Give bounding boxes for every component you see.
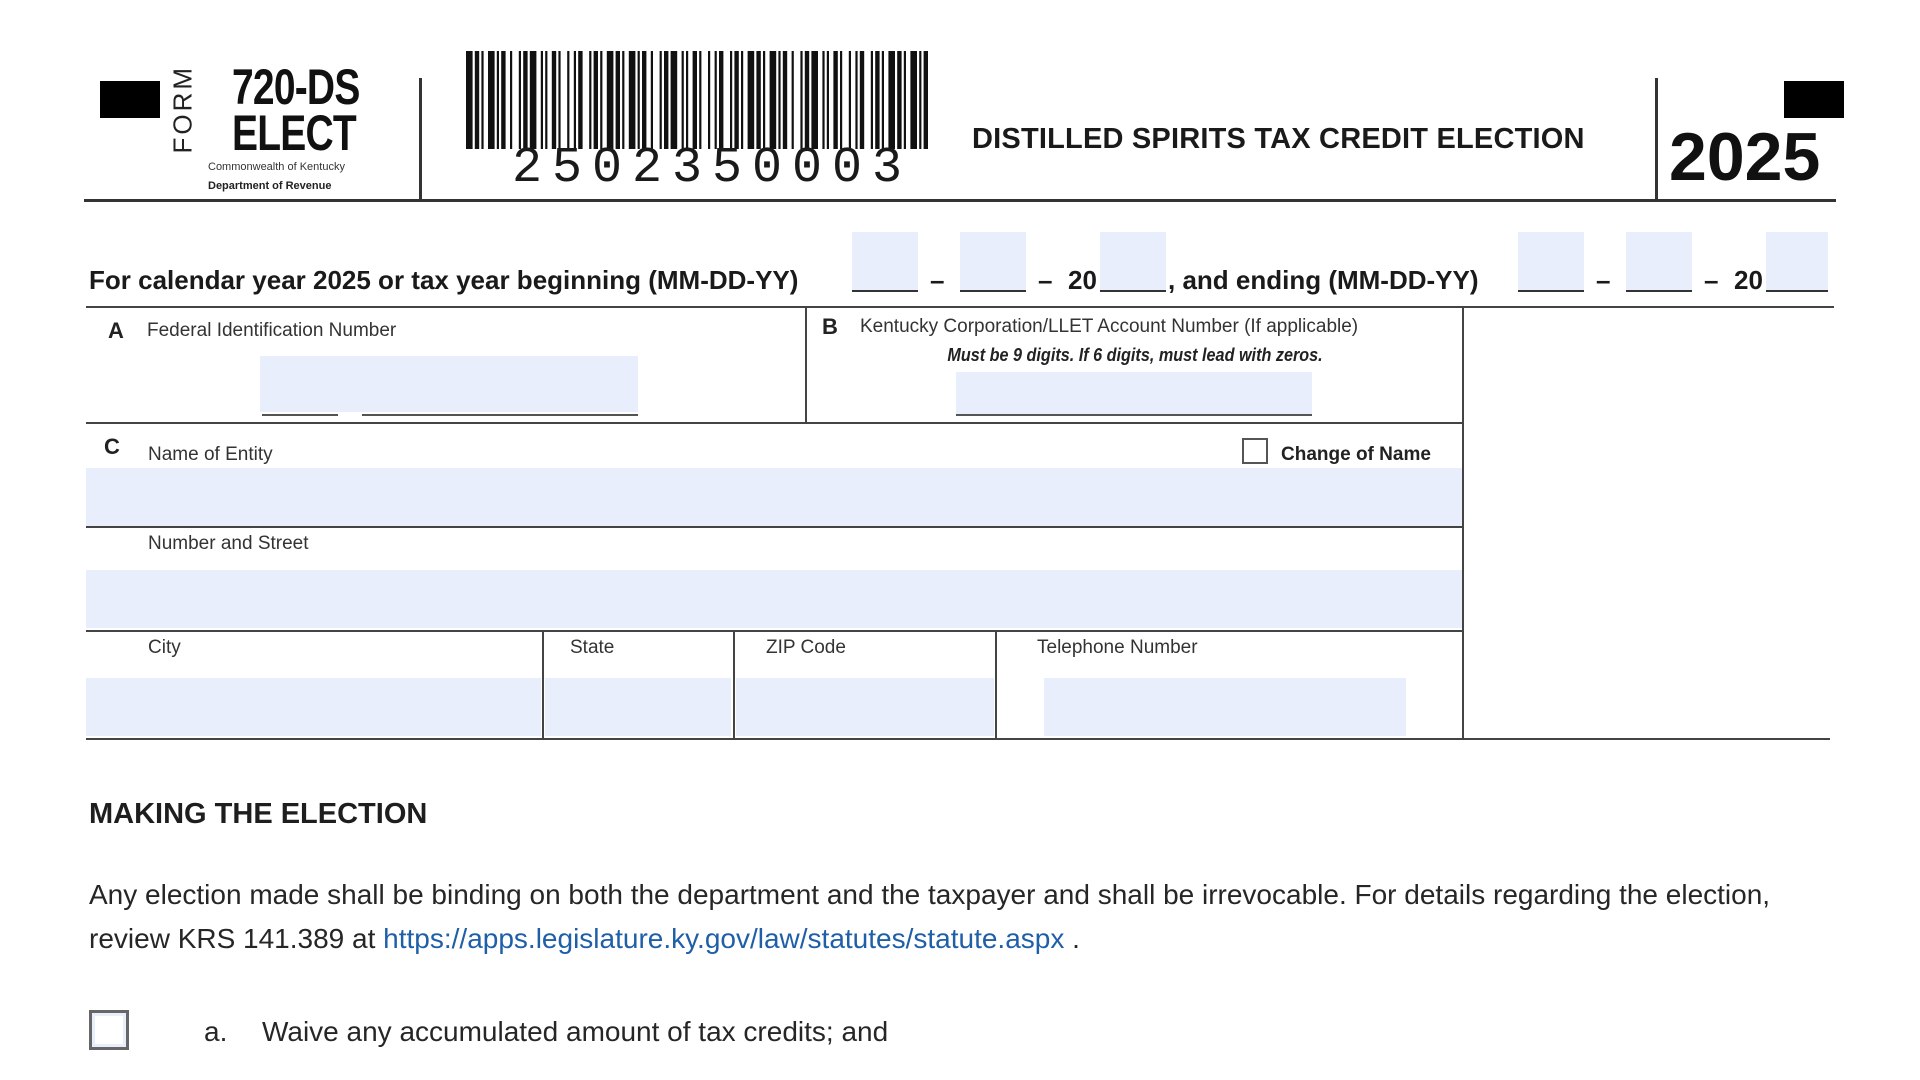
statute-link[interactable]: https://apps.legislature.ky.gov/law/statutes/statute.aspx — [383, 923, 1065, 954]
barcode-bar — [622, 51, 624, 149]
barcode-bar — [783, 51, 787, 149]
row-c-bottom-rule — [86, 526, 1464, 528]
barcode-bar — [833, 51, 837, 149]
option-a-letter: a. — [204, 1016, 228, 1047]
row-ab-bottom-rule — [86, 422, 1464, 424]
barcode-bar — [904, 51, 906, 149]
form-number-line1: 720-DS — [232, 59, 360, 115]
end-day-field[interactable] — [1626, 232, 1692, 290]
city-field[interactable] — [86, 678, 541, 736]
header-divider-1 — [419, 78, 422, 201]
barcode-bar — [770, 51, 777, 149]
begin-century: 20 — [1068, 265, 1097, 295]
barcode-bar — [699, 51, 701, 149]
form-year: 2025 — [1669, 119, 1821, 195]
barcode-bar — [558, 51, 560, 149]
barcode-bar — [481, 51, 483, 149]
registration-mark-right — [1784, 81, 1844, 118]
barcode-bar — [715, 51, 717, 149]
header-divider-2 — [1655, 78, 1658, 201]
end-day-blank — [1626, 290, 1692, 292]
barcode-bar — [616, 51, 620, 149]
grid-right-border — [1462, 308, 1464, 740]
barcode-bar — [719, 51, 723, 149]
state-field[interactable] — [545, 678, 731, 736]
barcode-bar — [741, 51, 743, 149]
barcode-bar — [875, 51, 879, 149]
barcode-bar — [530, 51, 537, 149]
barcode-bar — [748, 51, 755, 149]
barcode-bar — [475, 51, 479, 149]
barcode-bar — [545, 51, 547, 149]
barcode-bar — [882, 51, 884, 149]
barcode-bar — [574, 51, 576, 149]
barcode-bar — [897, 51, 901, 149]
end-dash-2: – — [1704, 265, 1719, 295]
divider-a-b — [805, 308, 807, 422]
barcode-bar — [849, 51, 851, 149]
row-street-bottom-rule — [86, 630, 1464, 632]
barcode-number: 2502350003 — [512, 140, 913, 197]
barcode-bar — [800, 51, 802, 149]
barcode-bar — [671, 51, 678, 149]
barcode-bar — [651, 51, 653, 149]
barcode-bar — [578, 51, 582, 149]
option-a-text: Waive any accumulated amount of tax credits; and — [262, 1016, 889, 1047]
header-bottom-rule — [84, 199, 1836, 202]
begin-day-blank — [960, 290, 1026, 292]
barcode-bar — [730, 51, 732, 149]
barcode-bar — [600, 51, 602, 149]
barcode-bar — [756, 51, 760, 149]
federal-id-field[interactable] — [260, 356, 638, 412]
barcode-bar — [589, 51, 591, 149]
field-a-label: Federal Identification Number — [147, 320, 397, 341]
barcode-bar — [708, 51, 710, 149]
begin-dash-1: – — [930, 265, 945, 295]
form-word: FORM — [167, 64, 198, 154]
barcode-bar — [682, 51, 684, 149]
phone-label: Telephone Number — [1037, 637, 1198, 658]
barcode-bar — [501, 51, 505, 149]
barcode-bar — [567, 51, 569, 149]
field-a-letter: A — [108, 318, 124, 343]
divider-state-zip — [733, 632, 735, 740]
field-c-label: Name of Entity — [148, 444, 273, 465]
barcode-bar — [855, 51, 857, 149]
barcode-bar — [827, 51, 829, 149]
barcode-bar — [888, 51, 895, 149]
ky-account-field[interactable] — [956, 372, 1312, 414]
form-number-line2: ELECT — [232, 105, 356, 161]
field-c-letter: C — [104, 434, 120, 459]
barcode-bar — [664, 51, 668, 149]
begin-month-blank — [852, 290, 918, 292]
field-b-note: Must be 9 digits. If 6 digits, must lead with zeros. — [947, 345, 1323, 365]
barcode-bar — [607, 51, 614, 149]
option-a-checkbox[interactable] — [89, 1010, 129, 1050]
barcode-bar — [910, 51, 917, 149]
street-label: Number and Street — [148, 533, 309, 554]
barcode-bar — [686, 51, 688, 149]
barcode — [466, 51, 930, 149]
end-dash-1: – — [1596, 265, 1611, 295]
street-field[interactable] — [86, 570, 1462, 628]
change-of-name-checkbox[interactable] — [1242, 438, 1268, 464]
election-paragraph-text: Any election made shall be binding on both the department and the taxpayer and shall be irrevocable. For details regarding the election, review KRS 141.389 at — [89, 879, 1771, 954]
end-month-field[interactable] — [1518, 232, 1584, 290]
form-number — [232, 59, 396, 161]
grid-bottom-rule — [86, 738, 1830, 740]
tax-year-bottom-rule — [86, 306, 1834, 308]
begin-year-field[interactable] — [1100, 232, 1166, 290]
barcode-bar — [822, 51, 824, 149]
agency-line2: Department of Revenue — [208, 180, 332, 192]
barcode-bar — [519, 51, 521, 149]
election-paragraph-end: . — [1064, 923, 1080, 954]
federal-id-main-line — [362, 414, 638, 416]
divider-zip-phone — [995, 632, 997, 740]
end-year-blank — [1766, 290, 1828, 292]
barcode-bar — [763, 51, 765, 149]
tax-year-lead: For calendar year 2025 or tax year beginning (MM-DD-YY) — [89, 265, 799, 295]
barcode-bar — [924, 51, 928, 149]
tax-year-ending: , and ending (MM-DD-YY) — [1168, 265, 1479, 295]
begin-month-field[interactable] — [852, 232, 918, 290]
barcode-bar — [523, 51, 527, 149]
change-of-name-label: Change of Name — [1281, 444, 1431, 465]
ky-account-line — [956, 414, 1312, 416]
end-month-blank — [1518, 290, 1584, 292]
barcode-bar — [642, 51, 646, 149]
registration-mark-left — [100, 81, 160, 118]
form-title: DISTILLED SPIRITS TAX CREDIT ELECTION — [972, 123, 1585, 155]
city-label: City — [148, 637, 181, 658]
barcode-bar — [811, 51, 818, 149]
divider-city-state — [542, 632, 544, 740]
barcode-bar — [660, 51, 662, 149]
entity-name-field[interactable] — [86, 468, 1462, 526]
barcode-bar — [552, 51, 556, 149]
barcode-bar — [734, 51, 738, 149]
zip-label: ZIP Code — [766, 637, 846, 658]
barcode-bar — [871, 51, 873, 149]
barcode-bar — [466, 51, 473, 149]
barcode-bar — [629, 51, 636, 149]
agency-line1: Commonwealth of Kentucky — [208, 161, 345, 173]
zip-field[interactable] — [736, 678, 994, 736]
barcode-bar — [594, 51, 598, 149]
barcode-bar — [805, 51, 809, 149]
end-century: 20 — [1734, 265, 1763, 295]
end-year-field[interactable] — [1766, 232, 1828, 290]
barcode-bar — [860, 51, 864, 149]
barcode-bar — [778, 51, 780, 149]
barcode-bar — [693, 51, 697, 149]
phone-field[interactable] — [1044, 678, 1406, 736]
barcode-bar — [792, 51, 794, 149]
barcode-bar — [919, 51, 921, 149]
field-b-label: Kentucky Corporation/LLET Account Number (If applicable) — [860, 316, 1359, 337]
begin-dash-2: – — [1038, 265, 1053, 295]
begin-year-blank — [1100, 290, 1166, 292]
barcode-bar — [638, 51, 640, 149]
field-b-letter: B — [822, 314, 838, 339]
election-paragraph — [89, 873, 1837, 961]
section-heading: MAKING THE ELECTION — [89, 798, 428, 830]
barcode-bar — [541, 51, 543, 149]
barcode-bar — [497, 51, 499, 149]
state-label: State — [570, 637, 615, 658]
begin-day-field[interactable] — [960, 232, 1026, 290]
federal-id-prefix-line — [262, 414, 338, 416]
barcode-bar — [488, 51, 495, 149]
barcode-bar — [840, 51, 842, 149]
barcode-bar — [510, 51, 512, 149]
